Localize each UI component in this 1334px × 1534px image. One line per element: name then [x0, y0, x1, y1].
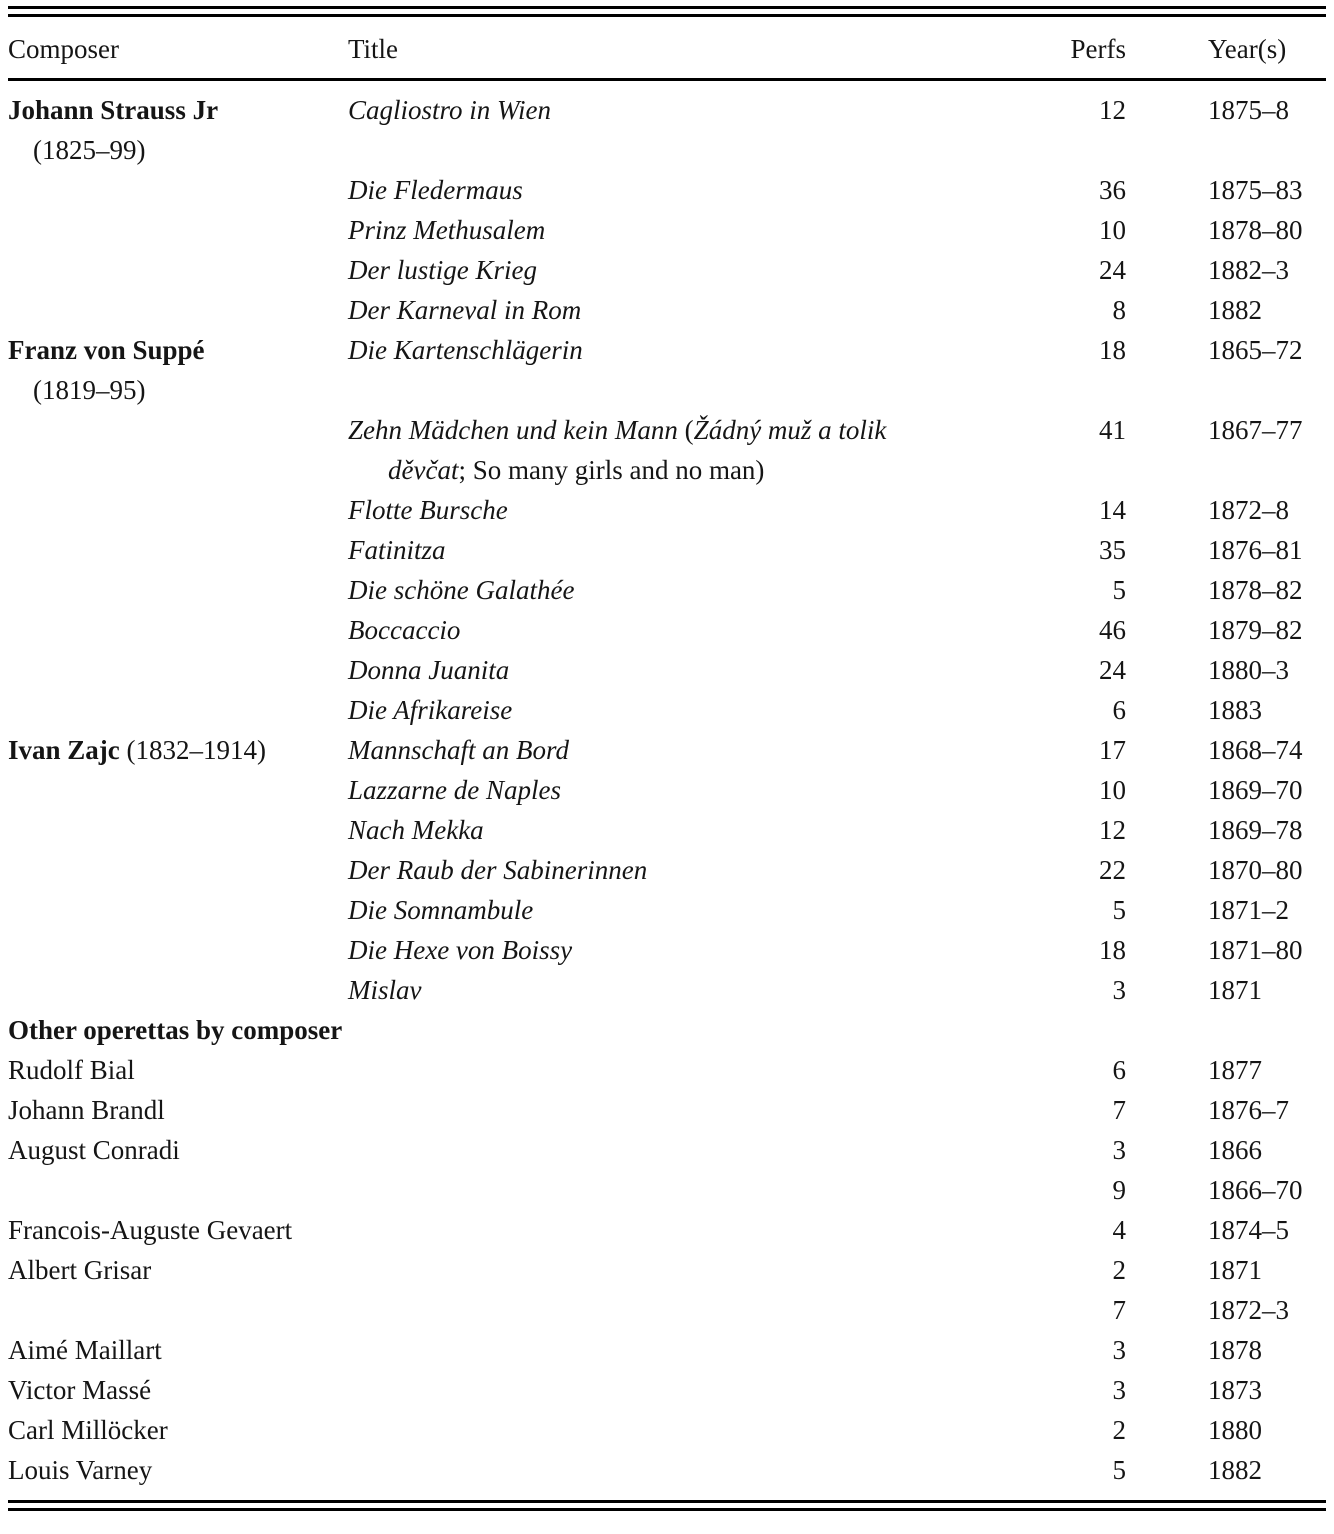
perfs-value: 7 — [1112, 1295, 1126, 1325]
table-row — [8, 1330, 1326, 1370]
years-value: 1876–81 — [1208, 535, 1303, 565]
table-row — [8, 490, 1326, 530]
years-value: 1875–8 — [1208, 95, 1289, 125]
perfs-value: 3 — [1112, 1335, 1126, 1365]
title-cell — [348, 930, 1060, 970]
years-value: 1869–70 — [1208, 775, 1303, 805]
column-header-perfs: Perfs — [1070, 34, 1126, 64]
table-row — [8, 690, 1326, 730]
table-row — [8, 890, 1326, 930]
title-text: Mannschaft an Bord — [348, 735, 569, 765]
title-cell — [348, 970, 1060, 1010]
column-header-composer: Composer — [8, 34, 119, 64]
years-value: 1865–72 — [1208, 335, 1303, 365]
table-row — [8, 770, 1326, 810]
years-value: 1872–8 — [1208, 495, 1289, 525]
title-cell — [348, 890, 1060, 930]
perfs-value: 18 — [1099, 335, 1126, 365]
title-text: Žádný muž a tolik — [693, 415, 887, 445]
table-row — [8, 810, 1326, 850]
table-bottom-rule — [8, 1500, 1326, 1511]
table-row — [8, 290, 1326, 330]
title-text: děvčat — [388, 455, 459, 485]
perfs-value: 7 — [1112, 1095, 1126, 1125]
composer-cell — [8, 1330, 348, 1370]
title-text: Die schöne Galathée — [348, 575, 575, 605]
title-cell — [348, 330, 1060, 370]
years-value: 1869–78 — [1208, 815, 1303, 845]
table-row — [8, 530, 1326, 570]
composer-dates: (1825–99) — [33, 135, 146, 165]
perfs-value: 2 — [1112, 1415, 1126, 1445]
title-text: Mislav — [348, 975, 422, 1005]
table-row — [8, 170, 1326, 210]
title-text: Die Hexe von Boissy — [348, 935, 573, 965]
section-header: Other operettas by composer — [8, 1015, 343, 1045]
years-value: 1882–3 — [1208, 255, 1289, 285]
composer-name: August Conradi — [8, 1135, 180, 1165]
table-top-rule — [8, 6, 1326, 17]
title-text: Die Afrikareise — [348, 695, 513, 725]
years-value: 1876–7 — [1208, 1095, 1289, 1125]
perfs-value: 2 — [1112, 1255, 1126, 1285]
title-line — [348, 730, 1060, 770]
header-rule — [8, 78, 1326, 81]
years-value: 1878–80 — [1208, 215, 1303, 245]
table-row — [8, 90, 1326, 170]
years-value: 1883 — [1208, 695, 1262, 725]
title-line — [348, 170, 1060, 210]
perfs-value: 4 — [1112, 1215, 1126, 1245]
table-row — [8, 1370, 1326, 1410]
years-value: 1866 — [1208, 1135, 1262, 1165]
composer-cell — [8, 1090, 348, 1130]
title-cell — [348, 530, 1060, 570]
composer-cell — [8, 1450, 348, 1490]
composer-name: Carl Millöcker — [8, 1415, 168, 1445]
perfs-value: 3 — [1112, 1375, 1126, 1405]
title-text: Cagliostro in Wien — [348, 95, 552, 125]
title-cell — [348, 570, 1060, 610]
title-text: Zehn Mädchen und kein Mann — [348, 415, 678, 445]
table-row — [8, 1250, 1326, 1290]
title-line — [348, 770, 1060, 810]
composer-dates: (1832–1914) — [119, 735, 266, 765]
title-text: Die Fledermaus — [348, 175, 523, 205]
table-header-row — [8, 29, 1326, 69]
years-value: 1879–82 — [1208, 615, 1303, 645]
years-value: 1880–3 — [1208, 655, 1289, 685]
table-row — [8, 210, 1326, 250]
perfs-value: 46 — [1099, 615, 1126, 645]
table-row — [8, 250, 1326, 290]
perfs-value: 9 — [1112, 1175, 1126, 1205]
title-text: Der lustige Krieg — [348, 255, 537, 285]
perfs-value: 17 — [1099, 735, 1126, 765]
composer-name: Franz von Suppé — [8, 335, 205, 365]
title-line — [348, 850, 1060, 890]
perfs-value: 22 — [1099, 855, 1126, 885]
column-header-title: Title — [348, 34, 399, 64]
years-value: 1878–82 — [1208, 575, 1303, 605]
composer-name: Aimé Maillart — [8, 1335, 162, 1365]
title-line — [348, 490, 1060, 530]
title-text: Flotte Bursche — [348, 495, 508, 525]
title-line — [348, 810, 1060, 850]
title-line — [348, 690, 1060, 730]
composer-cell — [8, 1370, 348, 1410]
perfs-value: 41 — [1099, 415, 1126, 445]
years-value: 1867–77 — [1208, 415, 1303, 445]
composer-cell — [8, 1130, 348, 1170]
title-text: Der Raub der Sabinerinnen — [348, 855, 648, 885]
composer-cell — [8, 1210, 348, 1250]
title-line — [348, 570, 1060, 610]
title-cell — [348, 410, 1060, 490]
column-header-years: Year(s) — [1208, 34, 1287, 64]
composer-name: Johann Strauss Jr — [8, 95, 219, 125]
composer-cell — [8, 90, 348, 170]
title-line — [348, 290, 1060, 330]
years-value: 1875–83 — [1208, 175, 1303, 205]
years-value: 1871–2 — [1208, 895, 1289, 925]
years-value: 1871 — [1208, 975, 1262, 1005]
years-value: 1871 — [1208, 1255, 1262, 1285]
title-cell — [348, 690, 1060, 730]
perfs-value: 6 — [1112, 695, 1126, 725]
title-cell — [348, 770, 1060, 810]
table-row — [8, 1450, 1326, 1490]
years-value: 1874–5 — [1208, 1215, 1289, 1245]
table-row — [8, 850, 1326, 890]
title-cell — [348, 250, 1060, 290]
title-text: Prinz Methusalem — [348, 215, 546, 245]
table-row — [8, 330, 1326, 410]
table-row — [8, 410, 1326, 490]
perfs-value: 5 — [1112, 895, 1126, 925]
title-line — [348, 250, 1060, 290]
table-row — [8, 730, 1326, 770]
composer-cell — [8, 330, 348, 410]
years-value: 1878 — [1208, 1335, 1262, 1365]
table-row — [8, 1410, 1326, 1450]
composer-name: Albert Grisar — [8, 1255, 152, 1285]
title-cell — [348, 610, 1060, 650]
title-cell — [348, 290, 1060, 330]
table-row — [8, 610, 1326, 650]
composer-cell — [8, 730, 348, 770]
perfs-value: 35 — [1099, 535, 1126, 565]
table-row — [8, 570, 1326, 610]
title-text: ( — [677, 415, 694, 445]
perfs-value: 18 — [1099, 935, 1126, 965]
table-row — [8, 1130, 1326, 1170]
title-line — [348, 890, 1060, 930]
composer-cell — [8, 1050, 348, 1090]
table-row — [8, 1050, 1326, 1090]
table-row — [8, 1210, 1326, 1250]
composer-name: Louis Varney — [8, 1455, 153, 1485]
title-cell — [348, 210, 1060, 250]
years-value: 1868–74 — [1208, 735, 1303, 765]
years-value: 1870–80 — [1208, 855, 1303, 885]
perfs-value: 3 — [1112, 1135, 1126, 1165]
perfs-value: 3 — [1112, 975, 1126, 1005]
title-text: Fatinitza — [348, 535, 446, 565]
composer-cell — [8, 1250, 348, 1290]
title-line — [348, 930, 1060, 970]
perfs-value: 6 — [1112, 1055, 1126, 1085]
years-value: 1882 — [1208, 295, 1262, 325]
title-text: Die Somnambule — [348, 895, 534, 925]
title-text: Boccaccio — [348, 615, 461, 645]
perfs-value: 10 — [1099, 775, 1126, 805]
years-value: 1872–3 — [1208, 1295, 1289, 1325]
title-line — [348, 410, 1060, 450]
perfs-value: 10 — [1099, 215, 1126, 245]
title-line — [348, 330, 1060, 370]
title-text: Der Karneval in Rom — [348, 295, 582, 325]
composer-cell — [8, 1410, 348, 1450]
title-line — [348, 610, 1060, 650]
years-value: 1873 — [1208, 1375, 1262, 1405]
perfs-value: 12 — [1099, 815, 1126, 845]
table-row — [8, 930, 1326, 970]
composer-dates: (1819–95) — [33, 375, 146, 405]
years-value: 1877 — [1208, 1055, 1262, 1085]
table-row — [8, 970, 1326, 1010]
years-value: 1880 — [1208, 1415, 1262, 1445]
table-row — [8, 1170, 1326, 1210]
years-value: 1871–80 — [1208, 935, 1303, 965]
title-cell — [348, 730, 1060, 770]
title-text: Nach Mekka — [348, 815, 484, 845]
title-text: Donna Juanita — [348, 655, 510, 685]
table-row — [8, 1090, 1326, 1130]
title-cell — [348, 90, 1060, 130]
title-text: Die Kartenschlägerin — [348, 335, 583, 365]
perfs-value: 24 — [1099, 655, 1126, 685]
title-line — [348, 210, 1060, 250]
composer-name: Johann Brandl — [8, 1095, 165, 1125]
title-cell — [348, 850, 1060, 890]
title-line — [348, 650, 1060, 690]
perfs-value: 5 — [1112, 1455, 1126, 1485]
perfs-value: 8 — [1112, 295, 1126, 325]
title-line — [348, 90, 1060, 130]
years-value: 1882 — [1208, 1455, 1262, 1485]
title-line — [348, 530, 1060, 570]
title-text: Lazzarne de Naples — [348, 775, 562, 805]
perfs-value: 36 — [1099, 175, 1126, 205]
table-row — [8, 1290, 1326, 1330]
perfs-value: 24 — [1099, 255, 1126, 285]
title-line — [348, 450, 1060, 490]
perfs-value: 5 — [1112, 575, 1126, 605]
perfs-value: 12 — [1099, 95, 1126, 125]
title-cell — [348, 650, 1060, 690]
composer-name: Ivan Zajc — [8, 735, 120, 765]
composer-name: Victor Massé — [8, 1375, 152, 1405]
table-row — [8, 650, 1326, 690]
title-cell — [348, 490, 1060, 530]
title-cell — [348, 170, 1060, 210]
table-body — [8, 90, 1326, 1490]
title-cell — [348, 810, 1060, 850]
years-value: 1866–70 — [1208, 1175, 1303, 1205]
title-text: ; So many girls and no man) — [458, 455, 765, 485]
perfs-value: 14 — [1099, 495, 1126, 525]
composer-name: Francois-Auguste Gevaert — [8, 1215, 293, 1245]
title-line — [348, 970, 1060, 1010]
composer-name: Rudolf Bial — [8, 1055, 135, 1085]
